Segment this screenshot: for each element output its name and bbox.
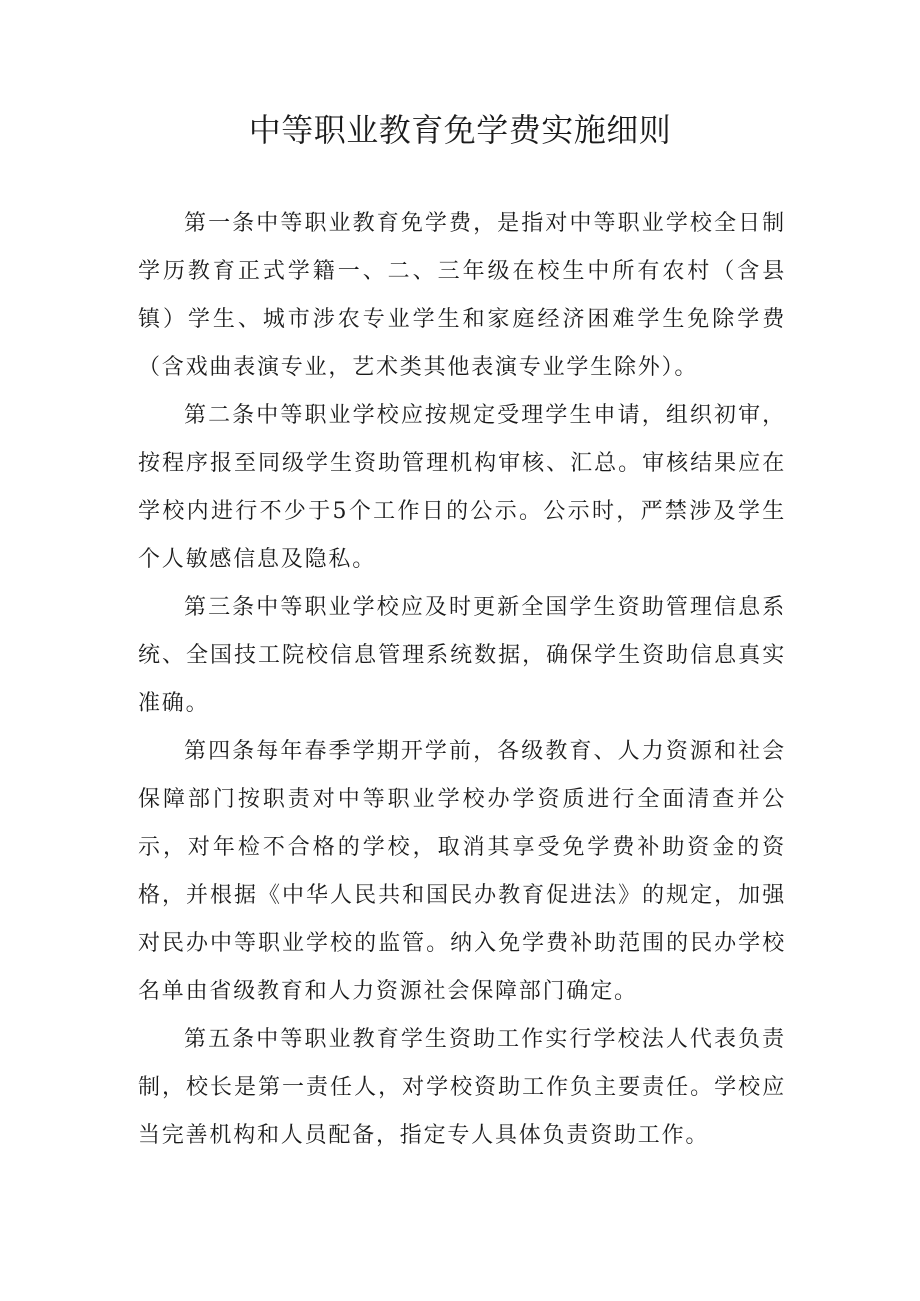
article-2: 第二条中等职业学校应按规定受理学生申请，组织初审，按程序报至同级学生资助管理机构审核、汇总。审核结果应在学校内进行不少于5个工作日的公示。公示时，严禁涉及学生个人敏感信息及隐私。 <box>138 403 786 572</box>
article-3: 第三条中等职业学校应及时更新全国学生资助管理信息系统、全国技工院校信息管理系统数据，确保学生资助信息真实准确。 <box>138 595 786 716</box>
article-4: 第四条每年春季学期开学前，各级教育、人力资源和社会保障部门按职责对中等职业学校办学资质进行全面清查并公示，对年检不合格的学校，取消其享受免学费补助资金的资格，并根据《中华人民共和国民办教育促进法》的规定，加强对民办中等职业学校的监管。纳入免学费补助范围的民办学校名单由省级教育和人力资源社会保障部门确定。 <box>138 739 786 1004</box>
article-1: 第一条中等职业教育免学费，是指对中等职业学校全日制学历教育正式学籍一、二、三年级在校生中所有农村（含县镇）学生、城市涉农专业学生和家庭经济困难学生免除学费（含戏曲表演专业，艺术类其他表演专业学生除外）。 <box>138 211 786 380</box>
article-5: 第五条中等职业教育学生资助工作实行学校法人代表负责制，校长是第一责任人，对学校资助工作负主要责任。学校应当完善机构和人员配备，指定专人具体负责资助工作。 <box>138 1027 786 1148</box>
document-title: 中等职业教育免学费实施细则 <box>248 111 672 149</box>
document-body <box>138 200 786 1160</box>
